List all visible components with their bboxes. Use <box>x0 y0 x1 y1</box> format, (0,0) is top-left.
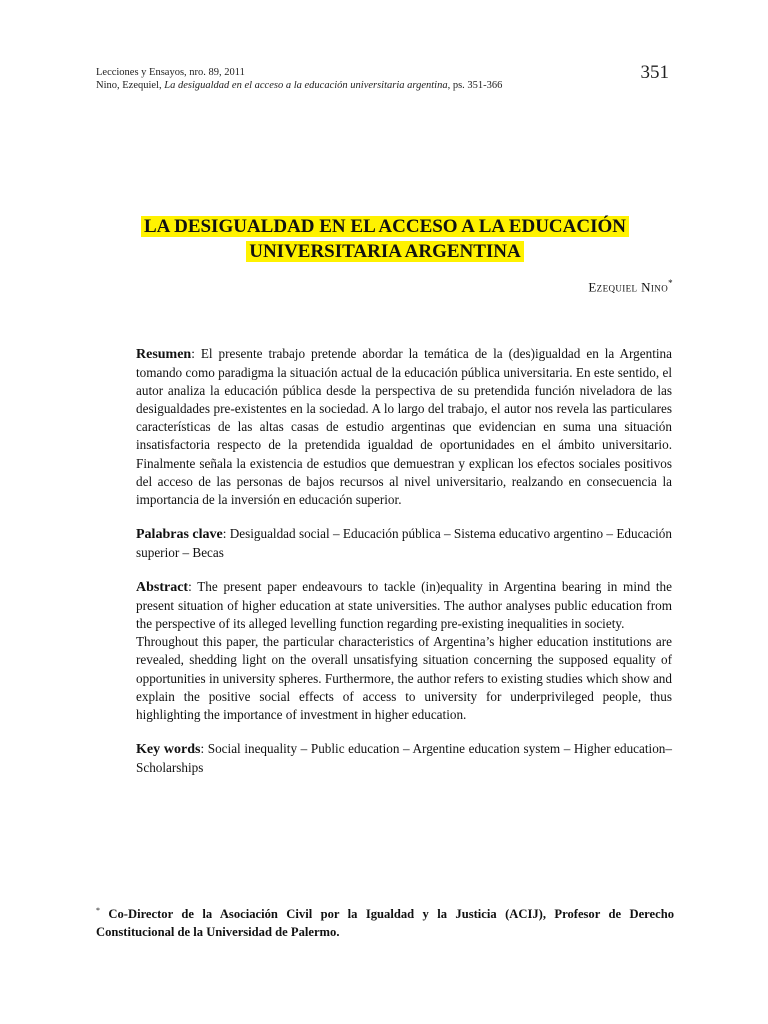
author-byline <box>588 278 673 295</box>
palabras-clave-paragraph <box>136 525 672 562</box>
footnote-mark: * <box>96 906 100 915</box>
running-head <box>96 66 656 92</box>
article-citation <box>96 79 656 92</box>
abstract-label: Abstract <box>136 580 189 596</box>
palabras-clave-text: : Desigualdad social – Educación pública – Sistema educativo argentino – Educación superior – Becas <box>136 525 672 560</box>
citation-author: Nino, Ezequiel, <box>96 80 165 91</box>
key-words-text: : Social inequality – Public education – Argentine education system – Higher education– Scholarships <box>136 740 672 775</box>
page-number: 351 <box>640 62 669 83</box>
abstract-paragraph-2: Throughout this paper, the particular characteristics of Argentina’s higher education institutions are revealed, shedding light on the overall unsatisfying situation concerning the supposed equality of opportunities in university spheres. Furthermore, the author refers to existing studies which show and explain the positive social effects of access to university for underprivileged people, thus highlighting the importance of investment in higher education. <box>136 634 672 722</box>
citation-title: La desigualdad en el acceso a la educación universitaria argentina <box>164 80 448 91</box>
author-footnote-mark: * <box>668 278 673 288</box>
resumen-paragraph <box>136 345 672 509</box>
citation-pages: , ps. 351-366 <box>447 80 503 91</box>
author-name: Ezequiel Nino <box>588 279 669 295</box>
title-line-1: LA DESIGUALDAD EN EL ACCESO A LA EDUCACIÓN <box>141 216 629 237</box>
key-words-label: Key words <box>136 741 201 757</box>
palabras-clave-label: Palabras clave <box>136 526 223 542</box>
resumen-label: Resumen <box>136 347 192 362</box>
abstract-text-1: : The present paper endeavours to tackle (in)equality in Argentina bearing in mind the present situation of higher education at state universities. The author analyses public education from the perspective of its alleged levelling function regarding pre-existing inequalities in society. <box>136 579 672 632</box>
abstract-section <box>136 345 672 777</box>
key-words-paragraph <box>136 740 672 777</box>
resumen-text: : El presente trabajo pretende abordar la temática de la (des)igualdad en la Argentina tomando como paradigma la situación actual de la educación pública universitaria. En este sentido, el autor analiza la educación pública desde la perspectiva de su pretendida función niveladora de las desigualdades pre-existentes en la sociedad. A lo largo del trabajo, el autor nos revela las particulares características de las altas casas de estudio argentinas que evidencian en suma una situación insatisfactoria respecto de la pretendida igualdad de oportunidades en el ámbito universitario. Finalmente señala la existencia de estudios que demuestran y explican los efectos sociales positivos del acceso de las personas de bajos recursos al nivel universitario, realzando en consecuencia la importancia de la inversión en educación superior. <box>136 346 672 507</box>
title-line-2: UNIVERSITARIA ARGENTINA <box>246 241 524 262</box>
journal-citation: Lecciones y Ensayos, nro. 89, 2011 <box>96 67 245 78</box>
article-title <box>96 214 674 264</box>
footnote-text: Co-Director de la Asociación Civil por la Igualdad y la Justicia (ACIJ), Profesor de Derecho Constitucional de la Universidad de Palermo. <box>96 907 674 940</box>
author-footnote <box>96 902 674 941</box>
abstract-paragraph <box>136 578 672 633</box>
